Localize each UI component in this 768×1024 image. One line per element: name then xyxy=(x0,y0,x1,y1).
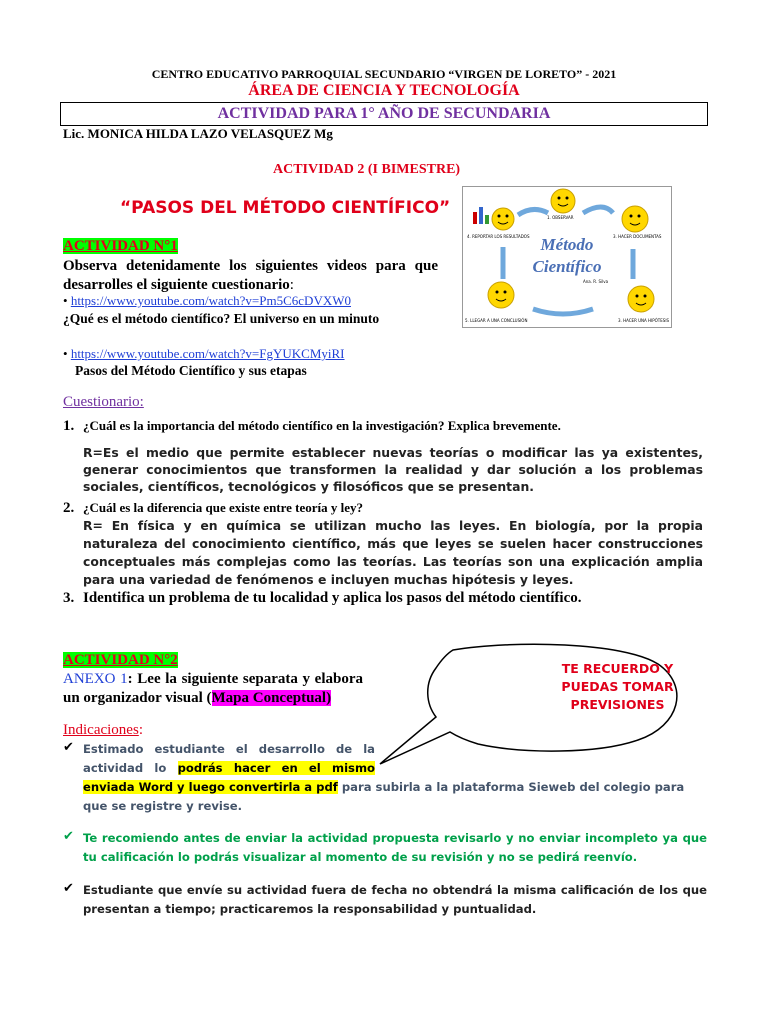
question-3-text: Identifica un problema de tu localidad y aplica los pasos del método científico. xyxy=(83,590,582,606)
figure-step-5: 5. LLEGAR A UNA CONCLUSIÓN xyxy=(465,318,528,323)
figure-step-3: 3. HACER UNA HIPÓTESIS xyxy=(618,318,670,323)
answer-2: R= En física y en química se utilizan mucho las leyes. En biología, por la propia naturaleza del conocimiento científico, más que leyes se suelen hacer construcciones conceptuales más complejas como las teorías. Las teorías son una explicación amplia para una variedad de fenómenos e incluyen muchas hipótesis y leyes. xyxy=(83,518,703,587)
instruction-1-line3 xyxy=(83,778,703,816)
question-2-number: 2. xyxy=(63,500,75,516)
activity2-heading xyxy=(63,652,178,669)
activity1-heading xyxy=(63,238,178,255)
bullet-icon: • xyxy=(63,293,68,308)
instruction-1-highlight-b: enviada Word y luego convertirla a pdf xyxy=(83,780,338,794)
activity1-intro-text: Observa detenidamente los siguientes videos para que desarrolles el siguiente cuestionario xyxy=(63,258,438,293)
figure-author: Ana. R. Silva xyxy=(583,279,609,284)
questionnaire-heading: Cuestionario: xyxy=(63,394,144,410)
activity-grade-box xyxy=(60,102,708,126)
question-2 xyxy=(63,500,363,517)
check-icon: ✔ xyxy=(63,740,74,755)
smiley-icon xyxy=(628,286,654,312)
bar-chart-icon xyxy=(473,207,489,224)
instruction-1-part-a-wrap xyxy=(83,740,375,778)
answer-1: R=Es el medio que permite establecer nuevas teorías o modificar las ya existentes, generar conocimientos que transformen la realidad y dar solución a los problemas sociales, científicos, tecnológicos y filosóficos que se presentan. xyxy=(83,445,703,494)
figure-step-4: 4. REPORTAR LOS RESULTADOS xyxy=(467,234,530,239)
instruction-1-text xyxy=(83,740,703,816)
question-1-number: 1. xyxy=(63,418,75,434)
instruction-1-part-a: Estimado estudiante el desarrollo de la actividad lo xyxy=(83,742,375,775)
speech-bubble-text: TE RECUERDO Y PUEDAS TOMAR PREVISIONES xyxy=(561,661,674,712)
video-link-2-row xyxy=(63,346,345,362)
question-1-text: ¿Cuál es la importancia del método científico en la investigación? Explica brevemente. xyxy=(83,418,561,433)
question-2-text: ¿Cuál es la diferencia que existe entre teoría y ley? xyxy=(83,500,364,515)
arrow-icon xyxy=(518,209,548,215)
instruction-3-text: Estudiante que envíe su actividad fuera de fecha no obtendrá la misma calificación de los que presentan a tiempo; practicaremos la responsabilidad y puntualidad. xyxy=(83,883,707,916)
video-link-1-row xyxy=(63,293,351,309)
page-title: “PASOS DEL MÉTODO CIENTÍFICO” xyxy=(120,198,451,218)
video-link-2[interactable]: https://www.youtube.com/watch?v=FgYUKCMyiRI xyxy=(70,346,345,361)
smiley-icon xyxy=(488,282,514,308)
activity1-intro xyxy=(63,257,438,295)
instructions-heading-colon: : xyxy=(138,722,143,738)
activity1-heading-text: ACTIVIDAD N°1 xyxy=(63,238,178,254)
area-title: ÁREA DE CIENCIA Y TECNOLOGÍA xyxy=(248,82,520,99)
activity2-heading-text: ACTIVIDAD N°2 xyxy=(63,652,178,668)
figure-step-1: 1. OBSERVAR xyxy=(547,215,574,220)
teacher-name: Lic. MONICA HILDA LAZO VELASQUEZ Mg xyxy=(63,126,333,141)
school-name: CENTRO EDUCATIVO PARROQUIAL SECUNDARIO “VIRGEN DE LORETO” - 2021 xyxy=(151,67,617,81)
check-icon: ✔ xyxy=(63,881,74,896)
figure-title-line1: Método xyxy=(540,235,594,254)
instructions-heading-text: Indicaciones xyxy=(63,722,139,738)
smiley-icon xyxy=(622,206,648,232)
smiley-icon xyxy=(492,208,514,230)
instruction-1-part-b: para subirla a la plataforma Sieweb del colegio para que se registre y revise. xyxy=(83,780,685,813)
smiley-icon xyxy=(551,189,575,213)
concept-map-label: Mapa Conceptual) xyxy=(211,690,332,706)
question-3 xyxy=(63,590,582,607)
instruction-1-highlight-a: podrás hacer en el mismo xyxy=(83,761,375,778)
arrow-icon xyxy=(533,309,593,314)
figure-step-docs: 3. HACER DOCUMENTAS xyxy=(613,234,662,239)
video-link-1-caption: ¿Qué es el método científico? El universo en un minuto xyxy=(63,311,380,326)
check-icon: ✔ xyxy=(63,829,74,844)
anexo-label: ANEXO 1 xyxy=(63,671,128,687)
figure-title-line2: Científico xyxy=(532,257,602,276)
question-1 xyxy=(63,418,561,435)
instruction-2-text: Te recomiendo antes de enviar la actividad propuesta revisarlo y no enviar incompleto ya que tu calificación lo podrás visualizar al momento de su revisión y no se pedirá reenvío. xyxy=(83,831,707,864)
arrow-icon xyxy=(583,207,613,213)
activity2-text: : Lee la siguiente separata y elabora un organizador visual ( xyxy=(63,671,363,706)
activity-number: ACTIVIDAD 2 (I BIMESTRE) xyxy=(273,162,461,177)
activity-grade-title: ACTIVIDAD PARA 1° AÑO DE SECUNDARIA xyxy=(217,105,551,122)
instructions-heading xyxy=(63,722,143,739)
question-3-number: 3. xyxy=(63,590,75,606)
bullet-icon: • xyxy=(63,346,68,361)
video-link-2-caption: Pasos del Método Científico y sus etapas xyxy=(75,363,307,378)
scientific-method-figure xyxy=(462,186,672,328)
activity1-intro-colon: : xyxy=(289,277,294,293)
video-link-1[interactable]: https://www.youtube.com/watch?v=Pm5C6cDVXW0 xyxy=(70,293,351,308)
